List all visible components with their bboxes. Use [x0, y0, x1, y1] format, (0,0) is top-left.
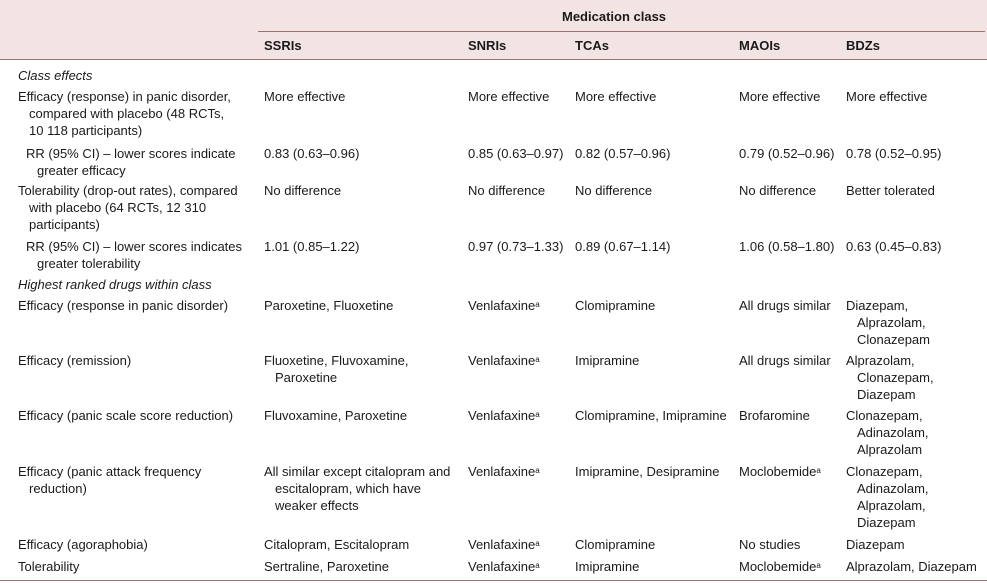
cell-tca-efficacy-scale — [575, 407, 727, 424]
cell-ssri-efficacy-response-line: More effective — [264, 89, 346, 104]
footnote-marker: a — [816, 561, 821, 570]
cell-ssri-efficacy-frequency-line: weaker effects — [275, 498, 359, 513]
cell-bdz-efficacy-frequency — [846, 463, 929, 531]
footnote-marker: a — [535, 539, 540, 548]
cell-bdz-efficacy-agoraphobia-line: Diazepam — [846, 537, 905, 552]
cell-maoi-efficacy-remission-line: All drugs similar — [739, 353, 831, 368]
cell-ssri-efficacy-remission — [264, 352, 409, 386]
row-label-tolerability-line: Tolerability — [18, 559, 80, 574]
row-label-tolerability-dropout-line: Tolerability (drop-out rates), compared — [18, 183, 238, 198]
cell-snri-rr-efficacy — [468, 145, 563, 162]
cell-maoi-efficacy-response-pd — [739, 297, 831, 314]
cell-bdz-efficacy-frequency-line: Adinazolam, — [857, 481, 929, 496]
cell-tca-efficacy-scale-line: Clomipramine, Imipramine — [575, 408, 727, 423]
cell-ssri-efficacy-agoraphobia-line: Citalopram, Escitalopram — [264, 537, 410, 552]
cell-maoi-tolerability-dropout-line: No difference — [739, 183, 817, 198]
row-label-efficacy-response-line: Efficacy (response) in panic disorder, — [18, 89, 231, 104]
row-label-rr-tolerability-line: greater tolerability — [37, 256, 141, 271]
cell-bdz-tolerability-dropout — [846, 182, 935, 199]
cell-tca-efficacy-frequency — [575, 463, 720, 480]
cell-bdz-efficacy-response-pd — [846, 297, 930, 348]
cell-bdz-efficacy-response-pd-line: Alprazolam, — [857, 315, 926, 330]
col-header-snris: SNRIs — [468, 38, 507, 53]
cell-bdz-efficacy-response — [846, 88, 927, 105]
row-label-efficacy-frequency-line: reduction) — [29, 481, 87, 496]
footnote-marker: a — [535, 410, 540, 419]
row-label-tolerability-dropout — [18, 182, 238, 233]
cell-snri-tolerability-dropout-line: No difference — [468, 183, 546, 198]
footnote-marker: a — [535, 561, 540, 570]
row-label-efficacy-frequency-line: Efficacy (panic attack frequency — [18, 464, 202, 479]
cell-maoi-efficacy-scale — [739, 407, 810, 424]
col-header-bdzs: BDZs — [846, 38, 880, 53]
cell-ssri-efficacy-frequency — [264, 463, 450, 514]
cell-maoi-rr-tolerability-line: 1.06 (0.58–1.80) — [739, 239, 835, 254]
cell-bdz-tolerability — [846, 558, 977, 575]
cell-bdz-efficacy-frequency-line: Diazepam — [857, 515, 916, 530]
cell-maoi-efficacy-response — [739, 88, 820, 105]
cell-maoi-efficacy-agoraphobia — [739, 536, 800, 553]
cell-maoi-tolerability — [739, 558, 821, 575]
cell-tca-efficacy-response-pd — [575, 297, 655, 314]
footnote-marker: a — [535, 466, 540, 475]
cell-maoi-rr-tolerability — [739, 238, 834, 255]
footnote-marker: a — [535, 355, 540, 364]
row-label-efficacy-response-pd-line: Efficacy (response in panic disorder) — [18, 298, 229, 313]
row-label-efficacy-response-pd — [18, 297, 228, 314]
cell-snri-efficacy-response-pd — [468, 297, 540, 314]
cell-snri-efficacy-frequency — [468, 463, 540, 480]
cell-snri-efficacy-remission — [468, 352, 540, 369]
row-label-efficacy-frequency — [18, 463, 201, 497]
cell-snri-rr-tolerability — [468, 238, 563, 255]
table-bottom-rule — [0, 580, 987, 581]
cell-ssri-tolerability-line: Sertraline, Paroxetine — [264, 559, 390, 574]
cell-snri-efficacy-response-line: More effective — [468, 89, 550, 104]
cell-bdz-efficacy-remission-line: Clonazepam, — [857, 370, 934, 385]
cell-bdz-efficacy-remission-line: Alprazolam, — [846, 353, 915, 368]
col-header-maois: MAOIs — [739, 38, 781, 53]
cell-tca-efficacy-remission-line: Imipramine — [575, 353, 640, 368]
cell-tca-tolerability-line: Imipramine — [575, 559, 640, 574]
cell-ssri-tolerability — [264, 558, 389, 575]
row-label-efficacy-response-line: 10 118 participants) — [29, 123, 143, 138]
section-highest-ranked: Highest ranked drugs within class — [18, 277, 212, 292]
row-label-efficacy-response — [18, 88, 231, 139]
cell-maoi-efficacy-scale-line: Brofaromine — [739, 408, 810, 423]
cell-snri-efficacy-agoraphobia-line: Venlafaxine — [468, 537, 536, 552]
row-label-efficacy-agoraphobia-line: Efficacy (agoraphobia) — [18, 537, 148, 552]
cell-ssri-efficacy-response-pd-line: Paroxetine, Fluoxetine — [264, 298, 394, 313]
cell-bdz-efficacy-response-pd-line: Clonazepam — [857, 332, 930, 347]
cell-tca-rr-efficacy-line: 0.82 (0.57–0.96) — [575, 146, 671, 161]
cell-snri-efficacy-agoraphobia — [468, 536, 540, 553]
cell-maoi-rr-efficacy — [739, 145, 834, 162]
cell-maoi-efficacy-remission — [739, 352, 831, 369]
cell-snri-rr-efficacy-line: 0.85 (0.63–0.97) — [468, 146, 564, 161]
row-label-tolerability-dropout-line: participants) — [29, 217, 100, 232]
group-header: Medication class — [562, 9, 667, 24]
cell-bdz-rr-efficacy-line: 0.78 (0.52–0.95) — [846, 146, 942, 161]
col-header-tcas: TCAs — [575, 38, 609, 53]
cell-bdz-rr-efficacy — [846, 145, 941, 162]
cell-snri-efficacy-frequency-line: Venlafaxine — [468, 464, 536, 479]
cell-ssri-rr-efficacy-line: 0.83 (0.63–0.96) — [264, 146, 360, 161]
row-label-efficacy-remission-line: Efficacy (remission) — [18, 353, 132, 368]
cell-snri-efficacy-scale — [468, 407, 540, 424]
cell-bdz-efficacy-response-pd-line: Diazepam, — [846, 298, 909, 313]
footnote-marker: a — [535, 300, 540, 309]
cell-ssri-efficacy-frequency-line: escitalopram, which have — [275, 481, 421, 496]
cell-bdz-efficacy-frequency-line: Alprazolam, — [857, 498, 926, 513]
cell-tca-rr-tolerability-line: 0.89 (0.67–1.14) — [575, 239, 671, 254]
cell-maoi-efficacy-frequency — [739, 463, 821, 480]
cell-snri-efficacy-remission-line: Venlafaxine — [468, 353, 536, 368]
cell-maoi-efficacy-response-pd-line: All drugs similar — [739, 298, 831, 313]
cell-tca-efficacy-agoraphobia — [575, 536, 655, 553]
row-label-rr-efficacy-line: greater efficacy — [37, 163, 126, 178]
cell-snri-tolerability-dropout — [468, 182, 545, 199]
footnote-marker: a — [816, 466, 821, 475]
row-label-rr-tolerability-line: RR (95% CI) – lower scores indicates — [26, 239, 243, 254]
cell-tca-tolerability-dropout — [575, 182, 652, 199]
cell-bdz-tolerability-line: Alprazolam, Diazepam — [846, 559, 977, 574]
row-label-efficacy-scale — [18, 407, 233, 424]
row-label-efficacy-remission — [18, 352, 131, 369]
col-header-ssris: SSRIs — [264, 38, 302, 53]
cell-maoi-efficacy-agoraphobia-line: No studies — [739, 537, 801, 552]
cell-tca-efficacy-response — [575, 88, 656, 105]
cell-snri-rr-tolerability-line: 0.97 (0.73–1.33) — [468, 239, 564, 254]
cell-tca-efficacy-frequency-line: Imipramine, Desipramine — [575, 464, 720, 479]
cell-ssri-efficacy-frequency-line: All similar except citalopram and — [264, 464, 451, 479]
cell-bdz-efficacy-remission-line: Diazepam — [857, 387, 916, 402]
cell-ssri-efficacy-remission-line: Fluoxetine, Fluvoxamine, — [264, 353, 409, 368]
row-label-rr-tolerability — [18, 238, 242, 272]
cell-snri-tolerability-line: Venlafaxine — [468, 559, 536, 574]
cell-maoi-tolerability-dropout — [739, 182, 816, 199]
row-label-tolerability-dropout-line: with placebo (64 RCTs, 12 310 — [29, 200, 207, 215]
cell-ssri-rr-efficacy — [264, 145, 359, 162]
cell-ssri-efficacy-scale-line: Fluvoxamine, Paroxetine — [264, 408, 408, 423]
cell-bdz-efficacy-scale-line: Alprazolam — [857, 442, 923, 457]
cell-ssri-tolerability-dropout — [264, 182, 341, 199]
cell-maoi-rr-efficacy-line: 0.79 (0.52–0.96) — [739, 146, 835, 161]
section-class-effects: Class effects — [18, 68, 93, 83]
cell-bdz-efficacy-scale — [846, 407, 929, 458]
row-label-rr-efficacy-line: RR (95% CI) – lower scores indicate — [26, 146, 236, 161]
cell-bdz-efficacy-response-line: More effective — [846, 89, 928, 104]
cell-tca-tolerability-dropout-line: No difference — [575, 183, 653, 198]
cell-bdz-efficacy-scale-line: Adinazolam, — [857, 425, 929, 440]
cell-bdz-efficacy-agoraphobia — [846, 536, 905, 553]
cell-ssri-tolerability-dropout-line: No difference — [264, 183, 342, 198]
cell-maoi-tolerability-line: Moclobemide — [739, 559, 817, 574]
row-label-efficacy-agoraphobia — [18, 536, 148, 553]
table-header — [0, 0, 987, 60]
cell-snri-efficacy-response — [468, 88, 549, 105]
cell-snri-efficacy-scale-line: Venlafaxine — [468, 408, 536, 423]
cell-maoi-efficacy-response-line: More effective — [739, 89, 821, 104]
cell-maoi-efficacy-frequency-line: Moclobemide — [739, 464, 817, 479]
row-label-tolerability — [18, 558, 79, 575]
cell-ssri-efficacy-agoraphobia — [264, 536, 409, 553]
cell-snri-efficacy-response-pd-line: Venlafaxine — [468, 298, 536, 313]
row-label-rr-efficacy — [18, 145, 236, 179]
cell-ssri-rr-tolerability — [264, 238, 359, 255]
cell-ssri-efficacy-remission-line: Paroxetine — [275, 370, 338, 385]
cell-snri-tolerability — [468, 558, 540, 575]
cell-tca-efficacy-remission — [575, 352, 639, 369]
cell-ssri-efficacy-scale — [264, 407, 407, 424]
cell-bdz-efficacy-remission — [846, 352, 934, 403]
cell-tca-rr-tolerability — [575, 238, 670, 255]
cell-tca-efficacy-response-pd-line: Clomipramine — [575, 298, 656, 313]
cell-tca-rr-efficacy — [575, 145, 670, 162]
cell-ssri-efficacy-response — [264, 88, 345, 105]
group-header-rule — [258, 31, 985, 32]
cell-tca-efficacy-response-line: More effective — [575, 89, 657, 104]
cell-bdz-efficacy-frequency-line: Clonazepam, — [846, 464, 923, 479]
cell-tca-tolerability — [575, 558, 639, 575]
cell-tca-efficacy-agoraphobia-line: Clomipramine — [575, 537, 656, 552]
cell-bdz-tolerability-dropout-line: Better tolerated — [846, 183, 935, 198]
cell-bdz-rr-tolerability — [846, 238, 941, 255]
cell-bdz-efficacy-scale-line: Clonazepam, — [846, 408, 923, 423]
cell-bdz-rr-tolerability-line: 0.63 (0.45–0.83) — [846, 239, 942, 254]
cell-ssri-efficacy-response-pd — [264, 297, 393, 314]
row-label-efficacy-response-line: compared with placebo (48 RCTs, — [29, 106, 225, 121]
cell-ssri-rr-tolerability-line: 1.01 (0.85–1.22) — [264, 239, 360, 254]
row-label-efficacy-scale-line: Efficacy (panic scale score reduction) — [18, 408, 234, 423]
